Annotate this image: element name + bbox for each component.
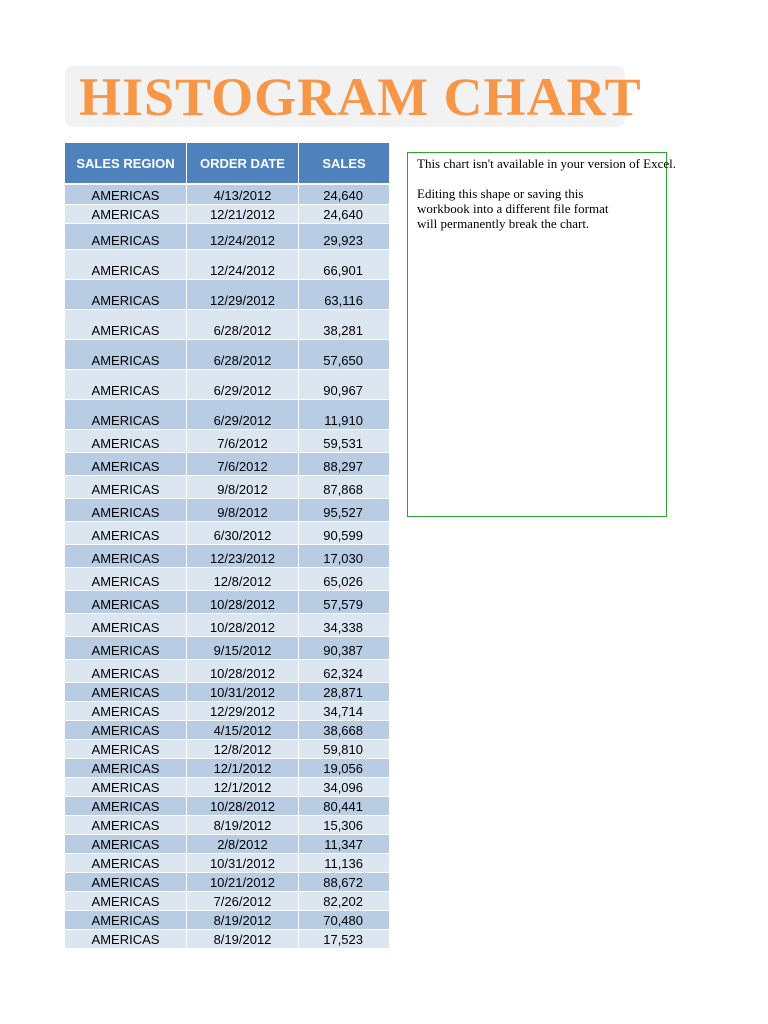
table-row bbox=[65, 930, 390, 949]
cell-sales-region[interactable]: AMERICAS bbox=[65, 185, 187, 204]
cell-order-date[interactable]: 4/15/2012 bbox=[187, 721, 299, 739]
cell-sales[interactable]: 17,030 bbox=[299, 545, 390, 567]
cell-sales[interactable]: 62,324 bbox=[299, 660, 390, 682]
table-row bbox=[65, 250, 390, 280]
cell-order-date[interactable]: 7/26/2012 bbox=[187, 892, 299, 910]
cell-order-date[interactable]: 8/19/2012 bbox=[187, 930, 299, 948]
cell-sales[interactable]: 24,640 bbox=[299, 185, 390, 204]
cell-order-date[interactable]: 6/28/2012 bbox=[187, 310, 299, 339]
table-row bbox=[65, 568, 390, 591]
chart-placeholder[interactable] bbox=[407, 152, 677, 517]
cell-order-date[interactable]: 8/19/2012 bbox=[187, 911, 299, 929]
table-row bbox=[65, 310, 390, 340]
table-row bbox=[65, 702, 390, 721]
table-row bbox=[65, 205, 390, 224]
cell-sales-region[interactable]: AMERICAS bbox=[65, 637, 187, 659]
cell-sales[interactable]: 28,871 bbox=[299, 683, 390, 701]
table-row bbox=[65, 854, 390, 873]
cell-sales-region[interactable]: AMERICAS bbox=[65, 224, 187, 249]
cell-sales-region[interactable]: AMERICAS bbox=[65, 873, 187, 891]
cell-sales-region[interactable]: AMERICAS bbox=[65, 740, 187, 758]
cell-order-date[interactable]: 6/29/2012 bbox=[187, 400, 299, 429]
cell-sales[interactable]: 59,531 bbox=[299, 430, 390, 452]
cell-sales[interactable]: 65,026 bbox=[299, 568, 390, 590]
cell-sales[interactable]: 19,056 bbox=[299, 759, 390, 777]
cell-order-date[interactable]: 12/1/2012 bbox=[187, 759, 299, 777]
table-row bbox=[65, 835, 390, 854]
page-title: HISTOGRAM CHART bbox=[79, 67, 642, 127]
cell-order-date[interactable]: 6/28/2012 bbox=[187, 340, 299, 369]
cell-sales[interactable]: 34,714 bbox=[299, 702, 390, 720]
table-row bbox=[65, 499, 390, 522]
cell-sales[interactable]: 90,599 bbox=[299, 522, 390, 544]
cell-order-date[interactable]: 6/30/2012 bbox=[187, 522, 299, 544]
cell-sales[interactable]: 82,202 bbox=[299, 892, 390, 910]
cell-sales[interactable]: 88,297 bbox=[299, 453, 390, 475]
cell-sales-region[interactable]: AMERICAS bbox=[65, 660, 187, 682]
cell-order-date[interactable]: 4/13/2012 bbox=[187, 185, 299, 204]
title-banner bbox=[65, 66, 642, 127]
table-row bbox=[65, 453, 390, 476]
table-row bbox=[65, 797, 390, 816]
chart-placeholder-message bbox=[417, 156, 677, 246]
cell-sales[interactable]: 15,306 bbox=[299, 816, 390, 834]
cell-sales[interactable]: 11,347 bbox=[299, 835, 390, 853]
table-row bbox=[65, 476, 390, 499]
cell-sales-region[interactable]: AMERICAS bbox=[65, 911, 187, 929]
cell-order-date[interactable]: 12/24/2012 bbox=[187, 250, 299, 279]
cell-sales-region[interactable]: AMERICAS bbox=[65, 545, 187, 567]
cell-sales[interactable]: 34,096 bbox=[299, 778, 390, 796]
cell-sales[interactable]: 57,650 bbox=[299, 340, 390, 369]
cell-sales[interactable]: 95,527 bbox=[299, 499, 390, 521]
cell-sales[interactable]: 57,579 bbox=[299, 591, 390, 613]
table-row bbox=[65, 816, 390, 835]
cell-order-date[interactable]: 10/28/2012 bbox=[187, 660, 299, 682]
table-row bbox=[65, 185, 390, 205]
cell-order-date[interactable]: 8/19/2012 bbox=[187, 816, 299, 834]
cell-sales[interactable]: 87,868 bbox=[299, 476, 390, 498]
cell-order-date[interactable]: 9/8/2012 bbox=[187, 476, 299, 498]
cell-order-date[interactable]: 12/23/2012 bbox=[187, 545, 299, 567]
table-row bbox=[65, 660, 390, 683]
cell-sales[interactable]: 24,640 bbox=[299, 205, 390, 223]
cell-sales[interactable]: 34,338 bbox=[299, 614, 390, 636]
cell-sales[interactable]: 17,523 bbox=[299, 930, 390, 948]
cell-sales[interactable]: 63,116 bbox=[299, 280, 390, 309]
cell-order-date[interactable]: 10/28/2012 bbox=[187, 614, 299, 636]
cell-order-date[interactable]: 6/29/2012 bbox=[187, 370, 299, 399]
cell-sales-region[interactable]: AMERICAS bbox=[65, 854, 187, 872]
cell-order-date[interactable]: 9/8/2012 bbox=[187, 499, 299, 521]
cell-order-date[interactable]: 10/21/2012 bbox=[187, 873, 299, 891]
chart-unavailable-text: This chart isn't available in your version of Excel. bbox=[417, 156, 677, 171]
cell-sales-region[interactable]: AMERICAS bbox=[65, 759, 187, 777]
cell-sales-region[interactable]: AMERICAS bbox=[65, 522, 187, 544]
cell-sales-region[interactable]: AMERICAS bbox=[65, 453, 187, 475]
table-row bbox=[65, 721, 390, 740]
cell-sales-region[interactable]: AMERICAS bbox=[65, 310, 187, 339]
cell-sales[interactable]: 90,967 bbox=[299, 370, 390, 399]
cell-sales-region[interactable]: AMERICAS bbox=[65, 835, 187, 853]
table-row bbox=[65, 280, 390, 310]
cell-sales-region[interactable]: AMERICAS bbox=[65, 930, 187, 948]
table-row bbox=[65, 892, 390, 911]
cell-sales-region[interactable]: AMERICAS bbox=[65, 400, 187, 429]
cell-sales[interactable]: 11,136 bbox=[299, 854, 390, 872]
cell-order-date[interactable]: 2/8/2012 bbox=[187, 835, 299, 853]
cell-sales-region[interactable]: AMERICAS bbox=[65, 370, 187, 399]
table-row bbox=[65, 740, 390, 759]
header-sales-region[interactable]: SALES REGION bbox=[65, 143, 187, 183]
cell-sales[interactable]: 29,923 bbox=[299, 224, 390, 249]
cell-sales[interactable]: 59,810 bbox=[299, 740, 390, 758]
cell-sales[interactable]: 70,480 bbox=[299, 911, 390, 929]
cell-sales-region[interactable]: AMERICAS bbox=[65, 778, 187, 796]
cell-sales-region[interactable]: AMERICAS bbox=[65, 892, 187, 910]
cell-order-date[interactable]: 9/15/2012 bbox=[187, 637, 299, 659]
cell-sales-region[interactable]: AMERICAS bbox=[65, 568, 187, 590]
table-body bbox=[65, 185, 390, 949]
cell-order-date[interactable]: 12/29/2012 bbox=[187, 702, 299, 720]
table-row bbox=[65, 340, 390, 370]
cell-order-date[interactable]: 12/8/2012 bbox=[187, 740, 299, 758]
table-row bbox=[65, 759, 390, 778]
sales-table bbox=[65, 143, 390, 949]
table-row bbox=[65, 911, 390, 930]
cell-order-date[interactable]: 10/28/2012 bbox=[187, 797, 299, 815]
cell-order-date[interactable]: 12/8/2012 bbox=[187, 568, 299, 590]
cell-sales-region[interactable]: AMERICAS bbox=[65, 476, 187, 498]
cell-order-date[interactable]: 10/28/2012 bbox=[187, 591, 299, 613]
table-row bbox=[65, 591, 390, 614]
cell-order-date[interactable]: 7/6/2012 bbox=[187, 453, 299, 475]
cell-sales-region[interactable]: AMERICAS bbox=[65, 721, 187, 739]
cell-sales[interactable]: 66,901 bbox=[299, 250, 390, 279]
cell-sales-region[interactable]: AMERICAS bbox=[65, 340, 187, 369]
table-header bbox=[65, 143, 390, 185]
cell-sales-region[interactable]: AMERICAS bbox=[65, 205, 187, 223]
cell-order-date[interactable]: 12/29/2012 bbox=[187, 280, 299, 309]
header-sales[interactable]: SALES bbox=[299, 143, 390, 183]
table-row bbox=[65, 637, 390, 660]
cell-order-date[interactable]: 7/6/2012 bbox=[187, 430, 299, 452]
table-row bbox=[65, 430, 390, 453]
cell-sales[interactable]: 88,672 bbox=[299, 873, 390, 891]
table-row bbox=[65, 614, 390, 637]
table-row bbox=[65, 778, 390, 797]
cell-sales-region[interactable]: AMERICAS bbox=[65, 591, 187, 613]
cell-sales-region[interactable]: AMERICAS bbox=[65, 280, 187, 309]
table-row bbox=[65, 873, 390, 892]
cell-sales-region[interactable]: AMERICAS bbox=[65, 499, 187, 521]
table-row bbox=[65, 683, 390, 702]
chart-warning-text: Editing this shape or saving this workbook into a different file format will permanently break the chart. bbox=[417, 186, 609, 231]
cell-sales[interactable]: 38,281 bbox=[299, 310, 390, 339]
cell-order-date[interactable]: 12/1/2012 bbox=[187, 778, 299, 796]
table-row bbox=[65, 400, 390, 430]
cell-sales-region[interactable]: AMERICAS bbox=[65, 430, 187, 452]
cell-order-date[interactable]: 12/21/2012 bbox=[187, 205, 299, 223]
cell-sales-region[interactable]: AMERICAS bbox=[65, 702, 187, 720]
table-row bbox=[65, 370, 390, 400]
table-row bbox=[65, 522, 390, 545]
cell-order-date[interactable]: 10/31/2012 bbox=[187, 683, 299, 701]
table-row bbox=[65, 545, 390, 568]
cell-sales[interactable]: 11,910 bbox=[299, 400, 390, 429]
cell-sales-region[interactable]: AMERICAS bbox=[65, 683, 187, 701]
cell-sales-region[interactable]: AMERICAS bbox=[65, 614, 187, 636]
cell-sales[interactable]: 38,668 bbox=[299, 721, 390, 739]
cell-sales[interactable]: 80,441 bbox=[299, 797, 390, 815]
table-row bbox=[65, 224, 390, 250]
cell-sales[interactable]: 90,387 bbox=[299, 637, 390, 659]
cell-order-date[interactable]: 10/31/2012 bbox=[187, 854, 299, 872]
cell-order-date[interactable]: 12/24/2012 bbox=[187, 224, 299, 249]
header-order-date[interactable]: ORDER DATE bbox=[187, 143, 299, 183]
cell-sales-region[interactable]: AMERICAS bbox=[65, 816, 187, 834]
cell-sales-region[interactable]: AMERICAS bbox=[65, 250, 187, 279]
cell-sales-region[interactable]: AMERICAS bbox=[65, 797, 187, 815]
